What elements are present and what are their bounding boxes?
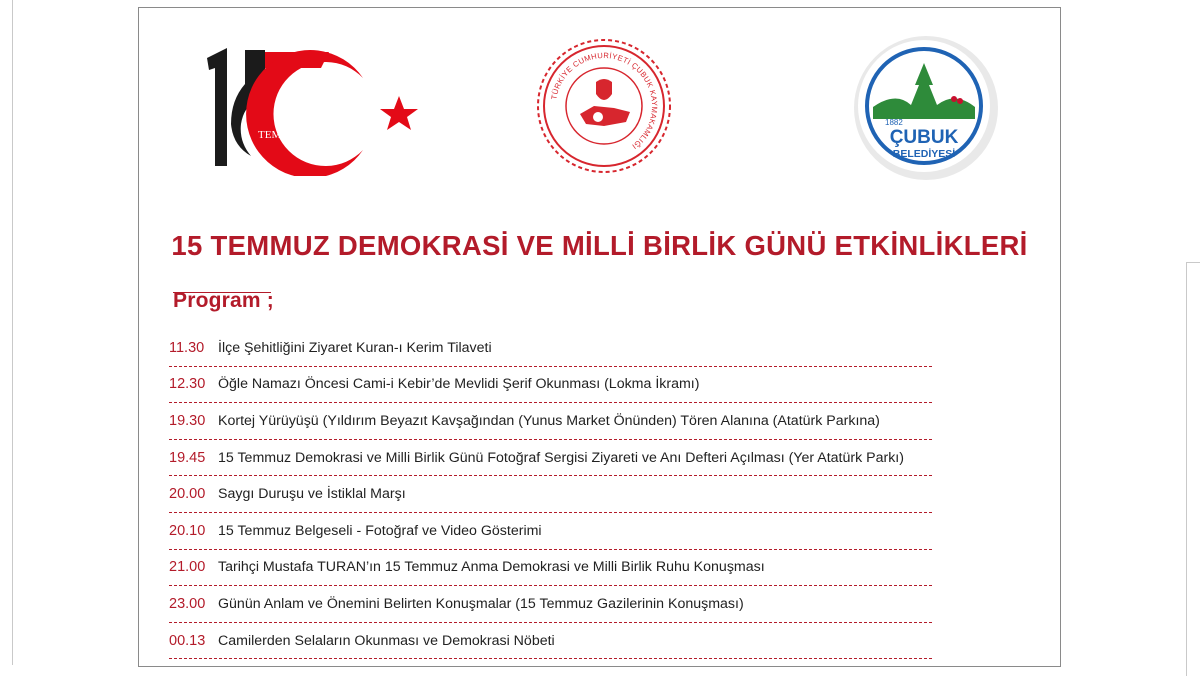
event-description: Günün Anlam ve Önemini Belirten Konuşmalar (15 Temmuz Gazilerinin Konuşması)	[218, 595, 744, 612]
event-description: Saygı Duruşu ve İstiklal Marşı	[218, 486, 406, 503]
seal-crescent-mark	[593, 112, 603, 122]
logo-municipality-label: BELEDİYESİ	[892, 148, 956, 160]
event-time: 19.30	[169, 412, 206, 429]
founding-year: 1882	[885, 118, 903, 127]
seal-middle-ring	[544, 46, 664, 166]
event-description: İlçe Şehitliğini Ziyaret Kuran-ı Kerim Tilaveti	[218, 339, 492, 356]
event-description: Öğle Namazı Öncesi Cami-i Kebir’de Mevlidi Şerif Okunması (Lokma İkramı)	[218, 376, 700, 393]
schedule-row	[169, 440, 932, 477]
event-time: 12.30	[169, 376, 206, 393]
turkey-map-shape	[580, 106, 630, 126]
event-time: 20.00	[169, 486, 206, 503]
ataturk-silhouette	[596, 79, 612, 100]
event-description: 15 Temmuz Belgeseli - Fotoğraf ve Video Gösterimi	[218, 522, 542, 539]
schedule-row	[169, 550, 932, 587]
event-description: 15 Temmuz Demokrasi ve Milli Birlik Günü Fotoğraf Sergisi Ziyareti ve Anı Defteri Açılması (Yer Atatürk Parkı)	[218, 449, 904, 466]
digit-one-mark	[207, 48, 227, 166]
schedule-row	[169, 367, 932, 404]
event-program-document	[138, 7, 1061, 667]
seal-ring-text: TÜRKİYE CUMHURİYETİ ÇUBUK KAYMAKAMLIĞI	[549, 50, 660, 152]
event-time: 20.10	[169, 522, 206, 539]
cherry-icon	[957, 98, 963, 104]
event-time: 23.00	[169, 595, 206, 612]
logo-city-name: ÇUBUK	[889, 127, 959, 148]
schedule-row	[169, 476, 932, 513]
document-title: 15 TEMMUZ DEMOKRASİ VE MİLLİ BİRLİK GÜNÜ ETKİNLİKLERİ	[171, 230, 1028, 261]
cubuk-belediyesi-logo	[851, 33, 1001, 183]
event-description: Camilerden Selaların Okunması ve Demokrasi Nöbeti	[218, 632, 555, 649]
schedule-row	[169, 513, 932, 550]
temmuz-label: TEMMUZ	[258, 129, 306, 141]
15-temmuz-logo	[201, 38, 441, 176]
schedule-row	[169, 403, 932, 440]
right-page-edge	[1186, 262, 1200, 676]
kaymakamlik-seal	[534, 36, 674, 176]
schedule-row	[169, 586, 932, 623]
event-time: 00.13	[169, 632, 206, 649]
event-schedule	[169, 330, 932, 659]
event-description: Kortej Yürüyüşü (Yıldırım Beyazıt Kavşağından (Yunus Market Önünden) Tören Alanına (Atatürk Parkına)	[218, 412, 880, 429]
star-icon	[380, 96, 418, 130]
left-page-edge	[12, 0, 13, 665]
event-time: 11.30	[169, 339, 205, 356]
schedule-row	[169, 623, 932, 660]
event-time: 19.45	[169, 449, 206, 466]
cherry-icon	[951, 96, 957, 102]
program-heading: Program ;	[173, 289, 274, 312]
schedule-row	[169, 330, 932, 367]
event-time: 21.00	[169, 559, 206, 576]
event-description: Tarihçi Mustafa TURAN’ın 15 Temmuz Anma Demokrasi ve Milli Birlik Ruhu Konuşması	[218, 559, 765, 576]
